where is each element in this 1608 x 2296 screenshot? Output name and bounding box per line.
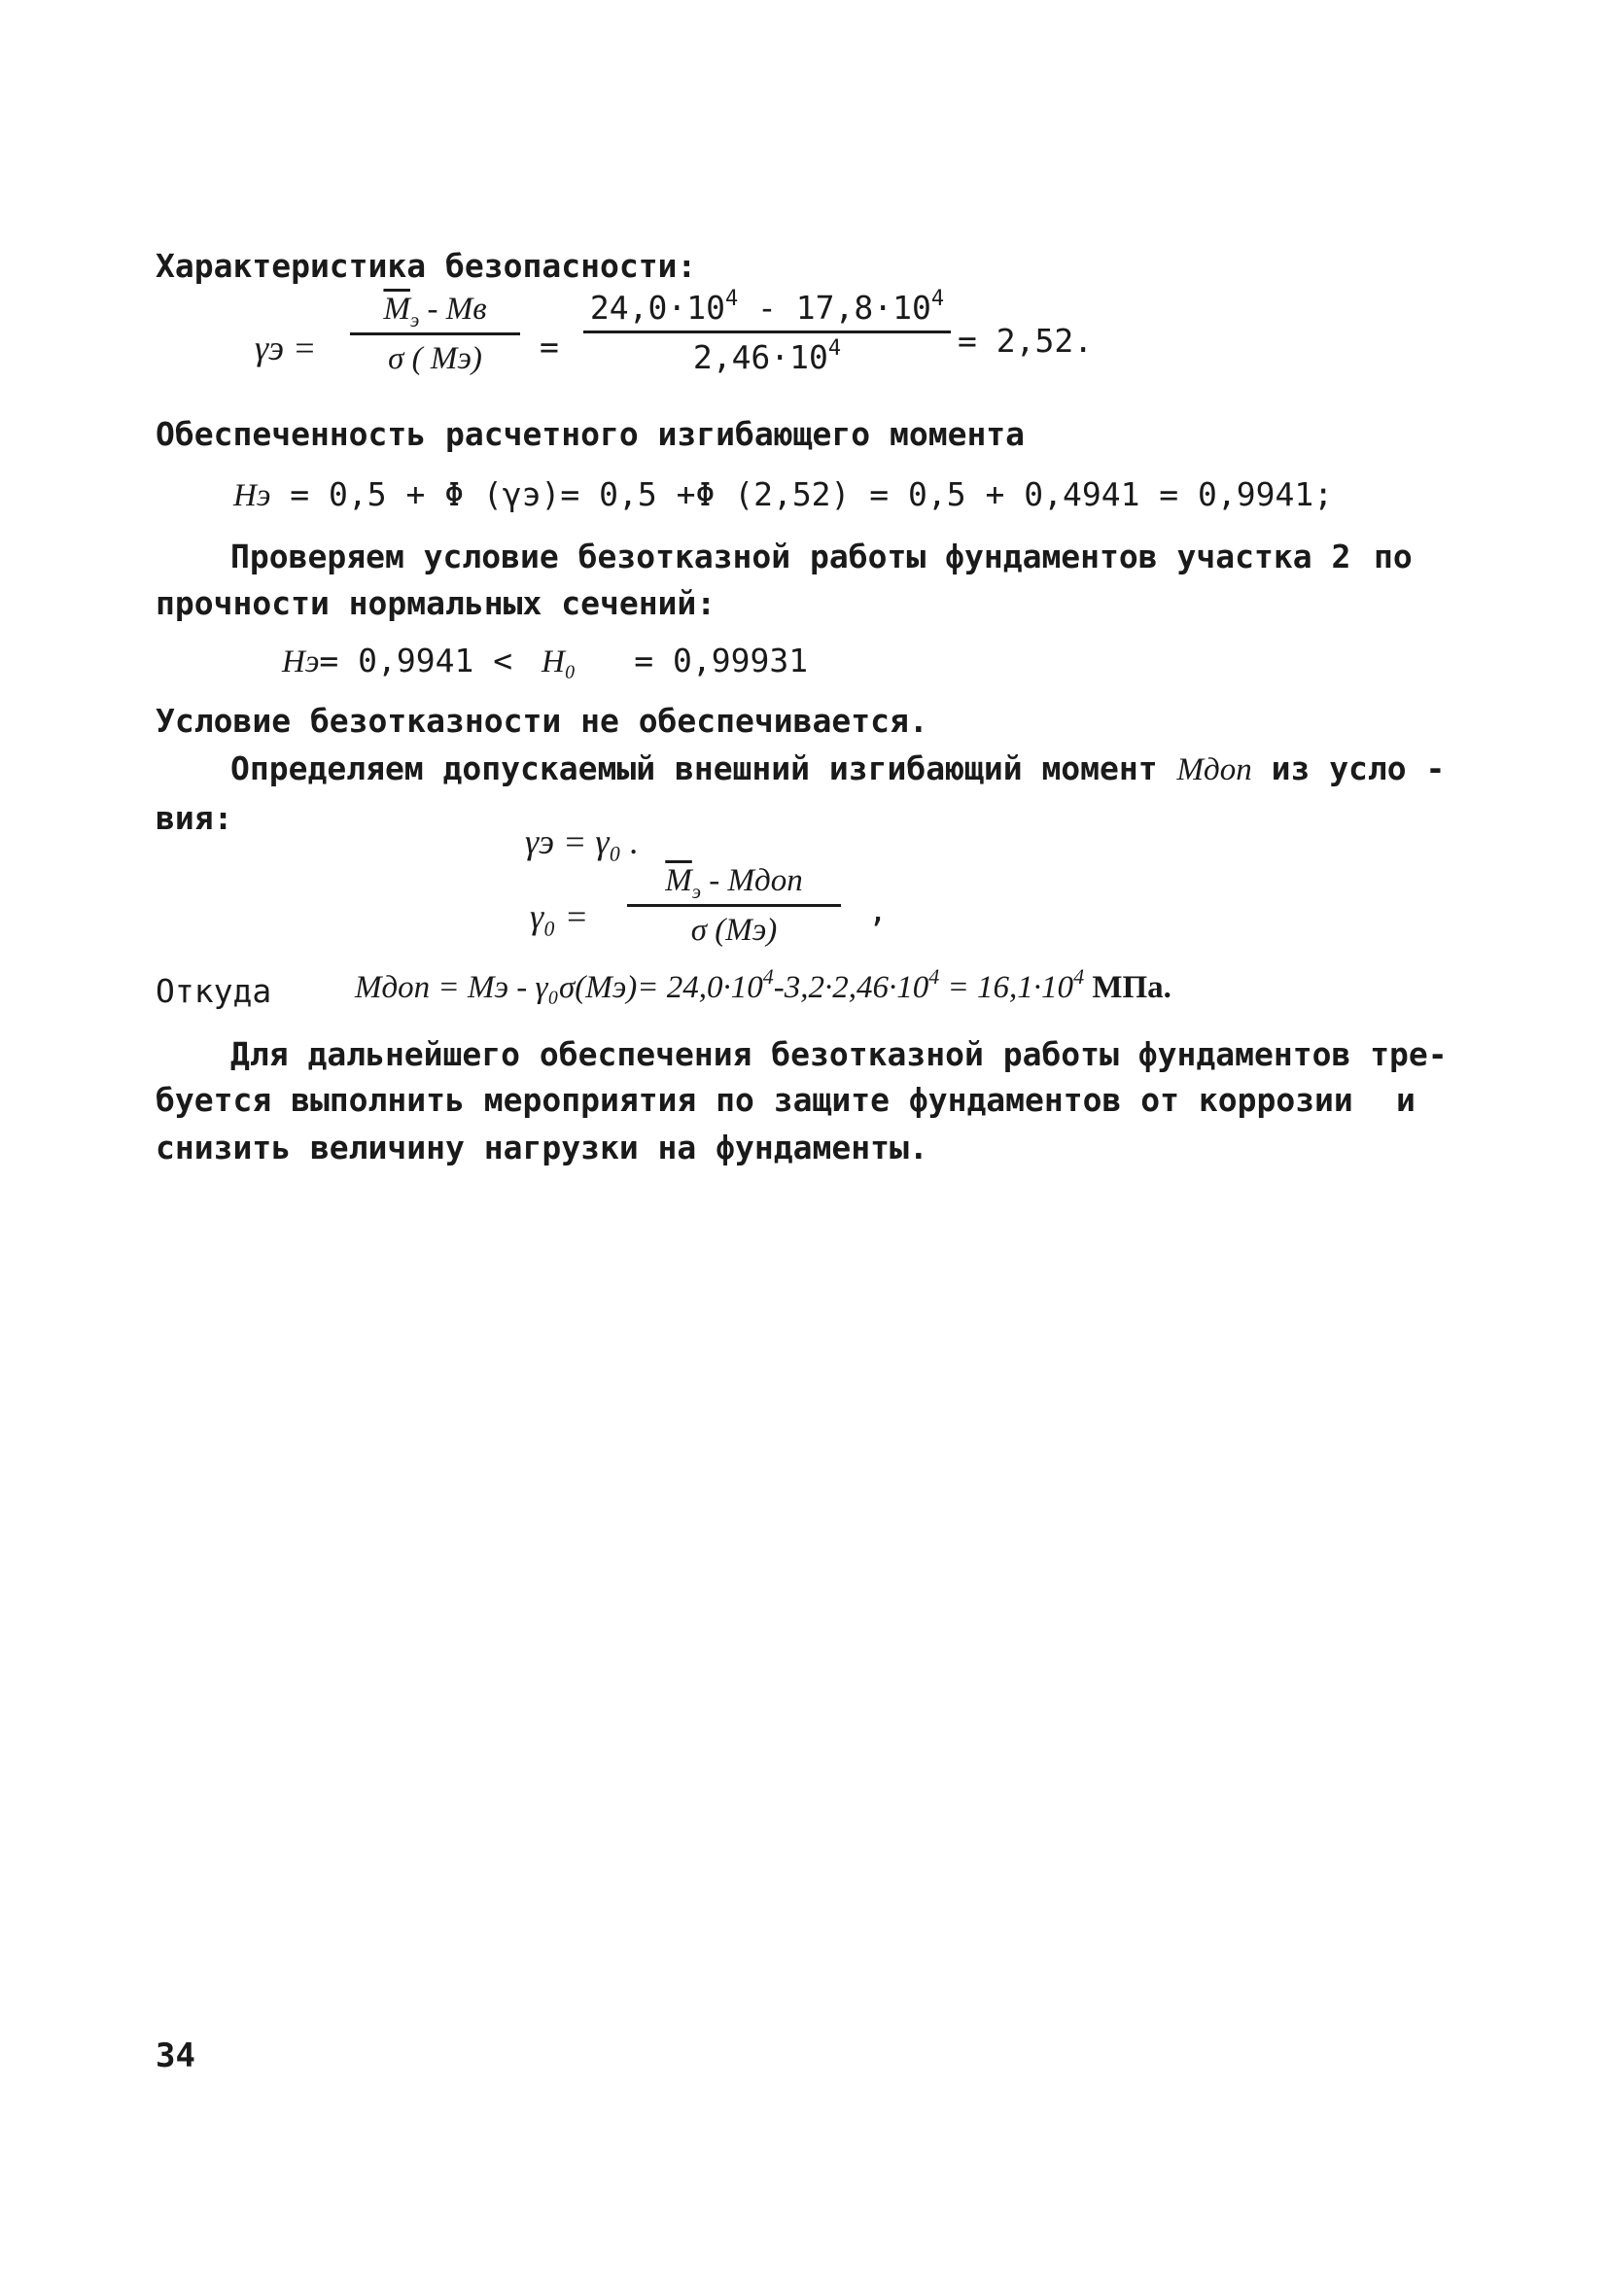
f1-num-a-sub: э — [409, 308, 420, 331]
f5-den: σ (Mэ) — [690, 912, 778, 948]
f1-lhs: γэ = — [255, 329, 317, 367]
f6-exp1: 4 — [762, 964, 774, 989]
otkuda-label: Откуда — [156, 972, 272, 1010]
f1-num2: 24,0·10 — [589, 289, 725, 327]
formula-equality: γэ = γ₀ . — [525, 822, 640, 861]
define-line-2: вия: — [156, 799, 233, 837]
f6-mid: -3,2·2,46·10 — [773, 970, 929, 1005]
f1-num-a: $\overline{M}$ — [383, 292, 410, 327]
f1-num-op: - — [419, 292, 446, 327]
f6-unit: МПа. — [1084, 970, 1171, 1005]
check-line-1-tail: по — [1374, 538, 1413, 575]
f1-den: σ ( Mэ) — [388, 340, 482, 376]
further-line-3: снизить величину нагрузки на фундаменты. — [156, 1129, 928, 1166]
f1-den2: 2,46·10 — [692, 337, 828, 376]
further-line-2-tail: и — [1396, 1081, 1416, 1119]
f5-fraction — [627, 863, 841, 950]
f3-lhs: Hэ — [282, 644, 320, 679]
f3-rest: = 0,9941 < — [319, 642, 532, 679]
f3-tail: = 0,99931 — [634, 642, 809, 679]
formula-check — [282, 644, 808, 678]
f5-num-a: $\overline{M}$ — [665, 863, 692, 898]
further-line-2: буется выполнить мероприятия по защите фундаментов от коррозии — [156, 1081, 1353, 1119]
formula-m-dop — [355, 964, 1171, 1005]
f1-num2-exp: 4 — [724, 287, 739, 311]
define-line-1-m: Mдоп — [1176, 752, 1252, 787]
formula-provision — [233, 475, 1334, 513]
f1-eq: = — [540, 328, 559, 365]
define-line-1 — [230, 749, 1446, 787]
page-number: 34 — [156, 2036, 195, 2075]
f1-fraction — [350, 292, 520, 378]
further-line-1: Для дальнейшего обеспечения безотказной работы фундаментов тре- — [230, 1035, 1448, 1073]
f3-h0: H₀ — [541, 644, 577, 679]
f1-num-b: Mв — [445, 292, 487, 327]
condition-text: Условие безотказности не обеспечивается. — [156, 702, 928, 740]
f6-exp2: 4 — [928, 964, 940, 989]
f1-num2-exp2: 4 — [930, 287, 945, 311]
check-line-2: прочности нормальных сечений: — [156, 584, 717, 622]
f5-comma: , — [868, 891, 888, 929]
define-line-1-b: из усло - — [1251, 749, 1446, 787]
f2-lhs: Hэ — [233, 478, 271, 513]
f1-result: = 2,52. — [958, 322, 1094, 360]
f5-num-b: - Mдоп — [701, 863, 803, 898]
f6-exp3: 4 — [1073, 964, 1085, 989]
f1-fraction-2 — [583, 287, 951, 376]
f2-rest: = 0,5 + Φ (γэ)= 0,5 +Φ (2,52) = 0,5 + 0,4941 = 0,9941; — [270, 475, 1334, 513]
f5-lhs: γ₀ = — [530, 897, 588, 936]
f1-den2-exp: 4 — [827, 335, 842, 361]
f6-mid2: = 16,1·10 — [939, 970, 1074, 1005]
safety-heading: Характеристика безопасности: — [156, 247, 697, 285]
provision-text: Обеспеченность расчетного изгибающего момента — [156, 415, 1026, 453]
define-line-1-a: Определяем допускаемый внешний изгибающий момент — [230, 749, 1177, 787]
f6-lhs: Mдоп = Mэ - γ₀σ(Mэ)= 24,0·10 — [355, 970, 763, 1005]
check-line-1: Проверяем условие безотказной работы фундаментов участка 2 — [230, 538, 1351, 575]
f1-num2-mid: - 17,8·10 — [738, 289, 931, 327]
f5-num-a-sub: э — [691, 880, 702, 903]
